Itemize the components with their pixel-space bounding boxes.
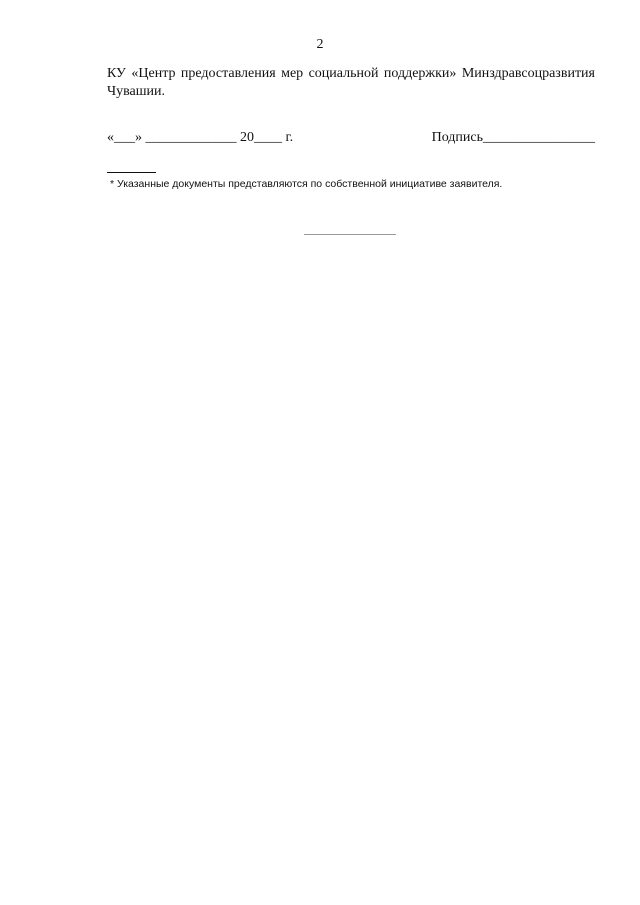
date-field: «___» _____________ 20____ г. (107, 130, 294, 145)
end-of-document-rule (304, 234, 396, 235)
footnote-separator (107, 172, 156, 173)
date-signature-row (107, 129, 595, 147)
signature-field: Подпись________________ (431, 130, 595, 145)
page-number: 2 (316, 37, 324, 52)
footnote-text: * Указанные документы представляются по собственной инициативе заявителя. (110, 178, 503, 190)
organization-paragraph: КУ «Центр предоставления мер социальной поддержки» Минздравсоцразвития Чувашии. (107, 66, 595, 99)
